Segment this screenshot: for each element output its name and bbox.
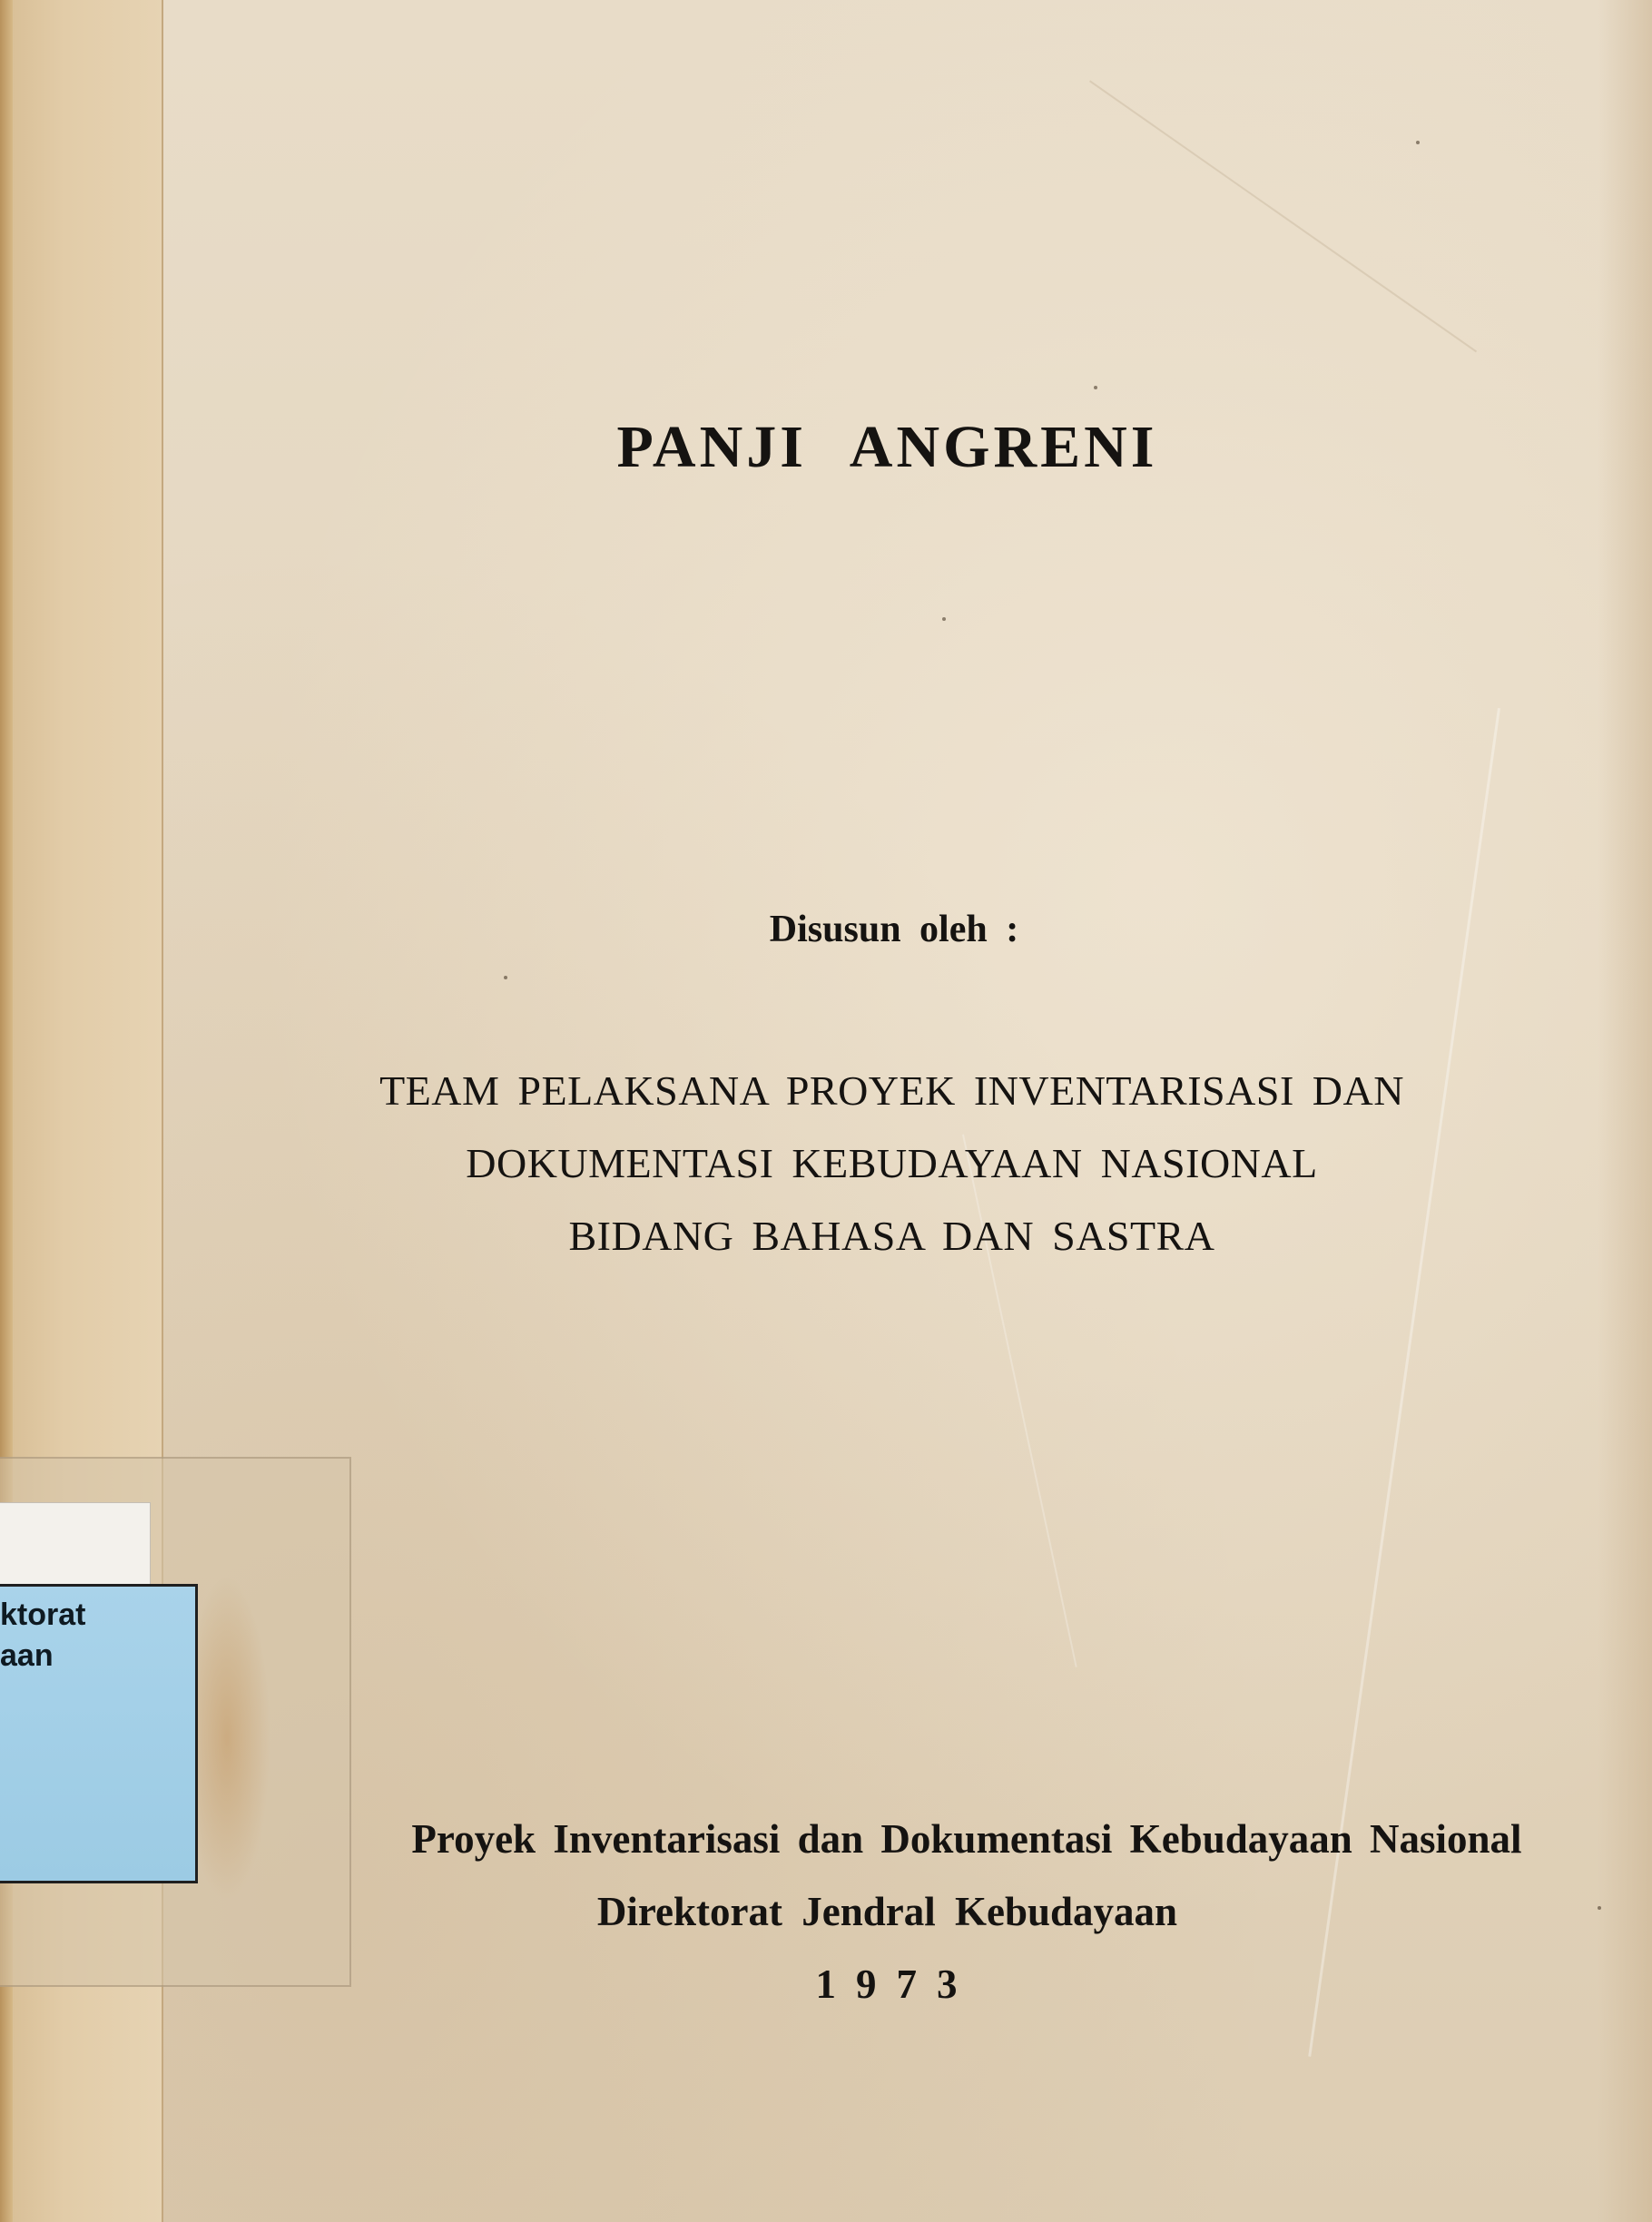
author-team-line: TEAM PELAKSANA PROYEK INVENTARISASI DAN <box>379 1067 1404 1114</box>
library-label-text: ktorat <box>0 1598 86 1632</box>
publisher-line: Direktorat Jendral Kebudayaan <box>596 1889 1178 1934</box>
publication-year: 1973 <box>815 1961 978 2007</box>
paper-speck <box>504 976 507 979</box>
book-title: PANJI ANGRENI <box>616 414 1158 480</box>
library-label-text: aan <box>0 1638 54 1673</box>
paper-speck <box>1094 386 1097 389</box>
publisher-line: Proyek Inventarisasi dan Dokumentasi Kebudayaan Nasional <box>411 1816 1522 1862</box>
paper-speck <box>942 617 946 621</box>
library-label-blank <box>0 1502 151 1586</box>
author-team-line: BIDANG BAHASA DAN SASTRA <box>568 1213 1215 1259</box>
paper-speck <box>1416 141 1420 144</box>
paper-crease <box>1089 80 1477 352</box>
compiled-by-label: Disusun oleh : <box>769 909 1019 950</box>
author-team-line: DOKUMENTASI KEBUDAYAAN NASIONAL <box>466 1140 1318 1186</box>
